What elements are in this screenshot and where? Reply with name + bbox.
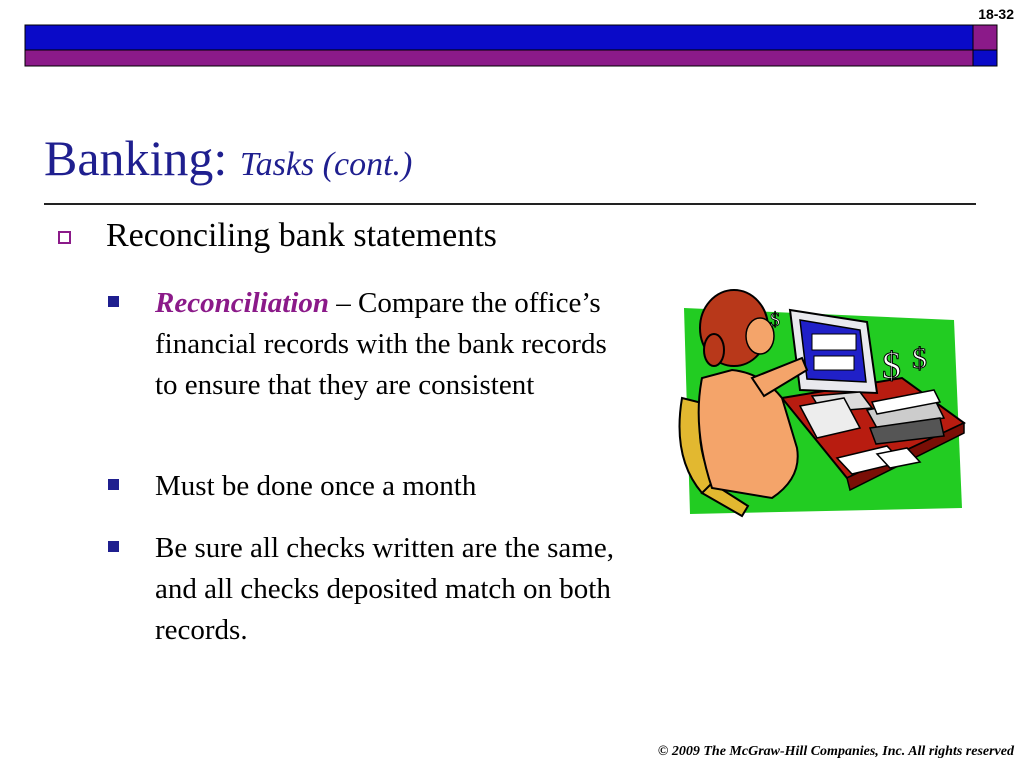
title-divider [44, 203, 976, 205]
sub-bullet-text: Must be done once a month [155, 470, 477, 502]
svg-text:$: $ [770, 309, 780, 331]
banking-clipart-icon [672, 278, 972, 528]
sub-bullet-text: – Compare the office’s financial records with the bank records to ensure that they are consistent [155, 287, 607, 401]
svg-text:$: $ [882, 345, 901, 387]
svg-text:$: $ [912, 342, 927, 375]
title-sub: Tasks (cont.) [239, 146, 413, 183]
sub-bullet-text: Be sure all checks written are the same, and all checks deposited match on both records. [155, 532, 614, 646]
hollow-square-bullet-icon [58, 231, 71, 244]
sub-bullet-reconciliation [108, 283, 628, 406]
square-bullet-icon [108, 296, 119, 307]
square-bullet-icon [108, 541, 119, 552]
sub-bullet-checks [108, 528, 628, 651]
slide-title [44, 128, 412, 195]
copyright-notice: © 2009 The McGraw-Hill Companies, Inc. All rights reserved [657, 744, 1014, 759]
bullet-reconciling [58, 214, 497, 258]
term-reconciliation: Reconciliation [155, 287, 329, 319]
sub-bullet-monthly [108, 466, 628, 507]
title-main: Banking: [44, 130, 228, 186]
bullet-text: Reconciling bank statements [106, 217, 497, 254]
header-banner [0, 0, 1024, 70]
page-number: 18-32 [978, 6, 1014, 22]
square-bullet-icon [108, 479, 119, 490]
